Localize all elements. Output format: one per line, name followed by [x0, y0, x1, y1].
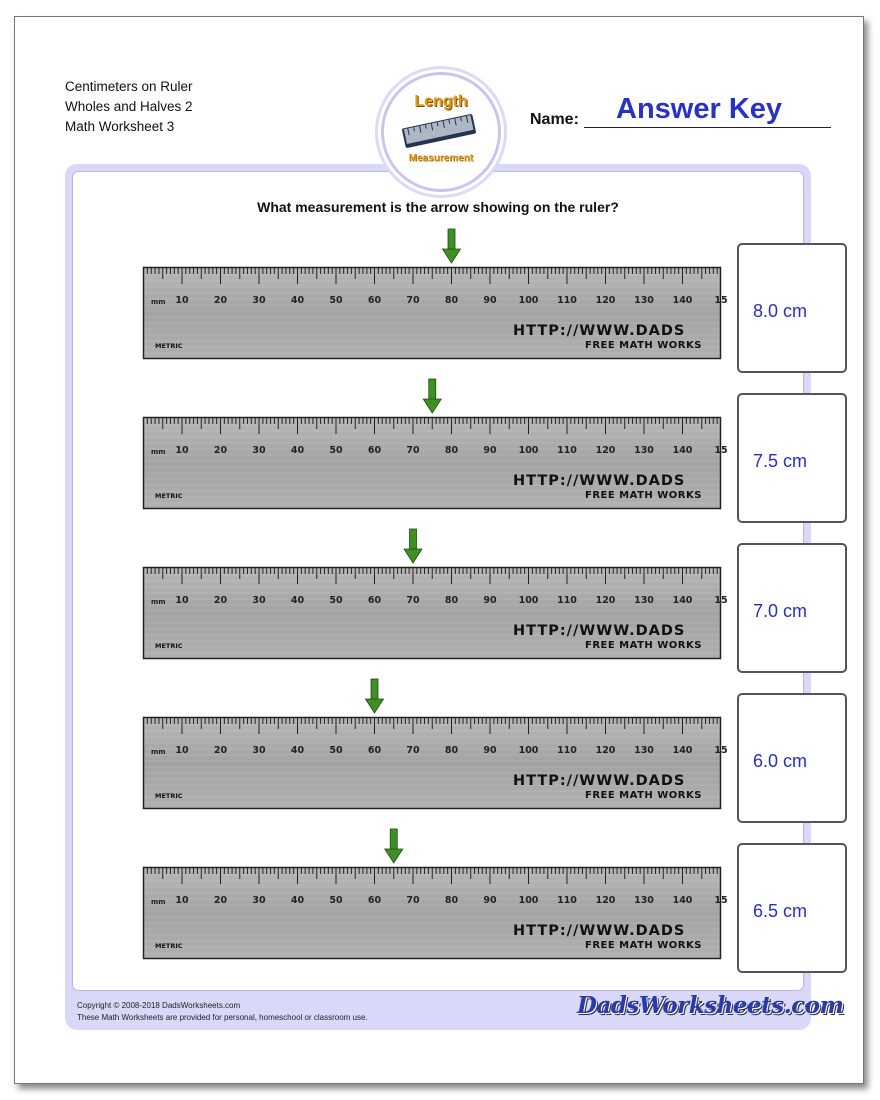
ruler-number: 100 — [518, 745, 539, 756]
ruler-number: 90 — [483, 895, 497, 906]
down-arrow-icon — [366, 679, 384, 713]
ruler-number: 70 — [406, 595, 420, 606]
name-label: Name: — [530, 111, 579, 128]
ruler-unit-label: mm — [151, 898, 166, 906]
ruler-number: 60 — [367, 595, 382, 606]
logo-bottom-text: Measurement — [408, 153, 474, 164]
footer-notes — [77, 1000, 368, 1024]
usage-note: These Math Worksheets are provided for personal, homeschool or classroom use. — [77, 1013, 368, 1022]
ruler-number: 50 — [329, 445, 343, 456]
ruler-number: 110 — [557, 295, 577, 306]
answer-box — [737, 543, 847, 673]
question-text: What measurement is the arrow showing on the ruler? — [257, 199, 619, 215]
ruler-number: 110 — [557, 445, 577, 456]
ruler-number: 20 — [213, 595, 228, 606]
ruler — [143, 227, 728, 359]
down-arrow-icon — [423, 379, 441, 413]
ruler-number: 20 — [213, 745, 228, 756]
ruler-number: 130 — [634, 445, 654, 456]
ruler-number: 20 — [213, 445, 228, 456]
ruler-metric-label: METRIC — [155, 492, 183, 500]
ruler-number: 60 — [367, 295, 382, 306]
logo-top-text: Length — [414, 93, 468, 110]
ruler-url: HTTP://WWW.DADS — [513, 323, 686, 339]
ruler-number: 30 — [252, 595, 266, 606]
ruler-url: HTTP://WWW.DADS — [513, 923, 686, 939]
ruler-tagline: FREE MATH WORKS — [585, 340, 702, 351]
ruler-unit-label: mm — [151, 298, 166, 306]
answer-text: 7.0 cm — [753, 601, 808, 621]
ruler-number: 120 — [595, 595, 616, 606]
down-arrow-icon — [385, 829, 403, 863]
ruler-number: 80 — [444, 595, 459, 606]
ruler-number: 110 — [557, 745, 577, 756]
ruler-number: 70 — [406, 445, 420, 456]
worksheet-title-block — [65, 77, 193, 137]
length-measurement-logo — [381, 72, 501, 192]
title-line-3: Math Worksheet 3 — [65, 119, 175, 134]
ruler-number: 80 — [444, 445, 459, 456]
ruler-number: 30 — [252, 895, 266, 906]
ruler-number: 20 — [213, 295, 228, 306]
ruler-tagline: FREE MATH WORKS — [585, 490, 702, 501]
ruler-number: 50 — [329, 295, 343, 306]
ruler-metric-label: METRIC — [155, 642, 183, 650]
answer-text: 6.0 cm — [753, 751, 808, 771]
ruler-number: 130 — [634, 895, 654, 906]
copyright-text: Copyright © 2008-2018 DadsWorksheets.com — [77, 1001, 241, 1010]
ruler-number: 15 — [714, 295, 728, 306]
name-underline — [584, 127, 831, 128]
ruler-unit-label: mm — [151, 598, 166, 606]
ruler-number: 15 — [714, 445, 728, 456]
ruler-number: 120 — [595, 745, 616, 756]
name-field — [530, 89, 832, 131]
title-line-1: Centimeters on Ruler — [65, 79, 193, 94]
ruler-number: 50 — [329, 745, 343, 756]
ruler-number: 70 — [406, 295, 420, 306]
ruler-metric-label: METRIC — [155, 342, 183, 350]
ruler-number: 70 — [406, 895, 420, 906]
ruler — [143, 377, 728, 509]
answer-box — [737, 693, 847, 823]
ruler-number: 80 — [444, 895, 459, 906]
ruler-metric-label: METRIC — [155, 942, 183, 950]
down-arrow-icon — [404, 529, 422, 563]
ruler-number: 120 — [595, 445, 616, 456]
ruler-tagline: FREE MATH WORKS — [585, 790, 702, 801]
ruler-number: 30 — [252, 445, 266, 456]
ruler-number: 40 — [290, 445, 305, 456]
ruler-number: 140 — [672, 295, 693, 306]
ruler-number: 140 — [672, 445, 693, 456]
ruler-number: 60 — [367, 895, 382, 906]
ruler-number: 40 — [290, 295, 305, 306]
ruler-number: 140 — [672, 595, 693, 606]
answer-key-text: Answer Key — [616, 93, 783, 125]
ruler-number: 100 — [518, 295, 539, 306]
ruler-unit-label: mm — [151, 748, 166, 756]
ruler-number: 30 — [252, 295, 266, 306]
ruler-number: 80 — [444, 745, 459, 756]
ruler-metric-label: METRIC — [155, 792, 183, 800]
ruler-number: 100 — [518, 445, 539, 456]
ruler-number: 140 — [672, 745, 693, 756]
answer-box — [737, 243, 847, 373]
ruler-number: 120 — [595, 895, 616, 906]
ruler-number: 90 — [483, 445, 497, 456]
ruler-number: 110 — [557, 595, 577, 606]
ruler-number: 130 — [634, 745, 654, 756]
ruler-number: 40 — [290, 745, 305, 756]
ruler-number: 140 — [672, 895, 693, 906]
ruler-number: 15 — [714, 895, 728, 906]
ruler-number: 10 — [175, 895, 189, 906]
ruler-number: 10 — [175, 295, 189, 306]
brand-logo: DadsWorksheets.com — [577, 992, 844, 1019]
ruler-number: 60 — [367, 445, 382, 456]
worksheet-frame — [65, 164, 844, 1030]
ruler-number: 90 — [483, 595, 497, 606]
ruler-number: 100 — [518, 595, 539, 606]
ruler-number: 10 — [175, 445, 189, 456]
ruler-url: HTTP://WWW.DADS — [513, 473, 686, 489]
ruler-number: 15 — [714, 595, 728, 606]
ruler-number: 30 — [252, 745, 266, 756]
ruler-number: 60 — [367, 745, 382, 756]
ruler-unit-label: mm — [151, 448, 166, 456]
answer-box — [737, 393, 847, 523]
ruler-number: 100 — [518, 895, 539, 906]
ruler-tagline: FREE MATH WORKS — [585, 640, 702, 651]
ruler-number: 40 — [290, 595, 305, 606]
ruler-number: 110 — [557, 895, 577, 906]
ruler-tagline: FREE MATH WORKS — [585, 940, 702, 951]
ruler-number: 50 — [329, 595, 343, 606]
answer-text: 6.5 cm — [753, 901, 808, 921]
ruler-number: 70 — [406, 745, 420, 756]
title-line-2: Wholes and Halves 2 — [65, 99, 193, 114]
ruler — [143, 827, 728, 959]
ruler-number: 15 — [714, 745, 728, 756]
worksheet-page — [14, 16, 864, 1084]
problem-area — [72, 171, 808, 991]
ruler-number: 10 — [175, 595, 189, 606]
ruler — [143, 677, 728, 809]
ruler — [143, 527, 728, 659]
down-arrow-icon — [443, 229, 461, 263]
ruler-number: 40 — [290, 895, 305, 906]
answer-text: 8.0 cm — [753, 301, 808, 321]
ruler-number: 90 — [483, 745, 497, 756]
ruler-icon — [399, 111, 479, 151]
ruler-number: 90 — [483, 295, 497, 306]
ruler-number: 120 — [595, 295, 616, 306]
ruler-number: 130 — [634, 595, 654, 606]
ruler-url: HTTP://WWW.DADS — [513, 623, 686, 639]
ruler-url: HTTP://WWW.DADS — [513, 773, 686, 789]
answer-text: 7.5 cm — [753, 451, 808, 471]
ruler-number: 80 — [444, 295, 459, 306]
ruler-number: 50 — [329, 895, 343, 906]
ruler-number: 20 — [213, 895, 228, 906]
answer-box — [737, 843, 847, 973]
ruler-number: 130 — [634, 295, 654, 306]
ruler-number: 10 — [175, 745, 189, 756]
